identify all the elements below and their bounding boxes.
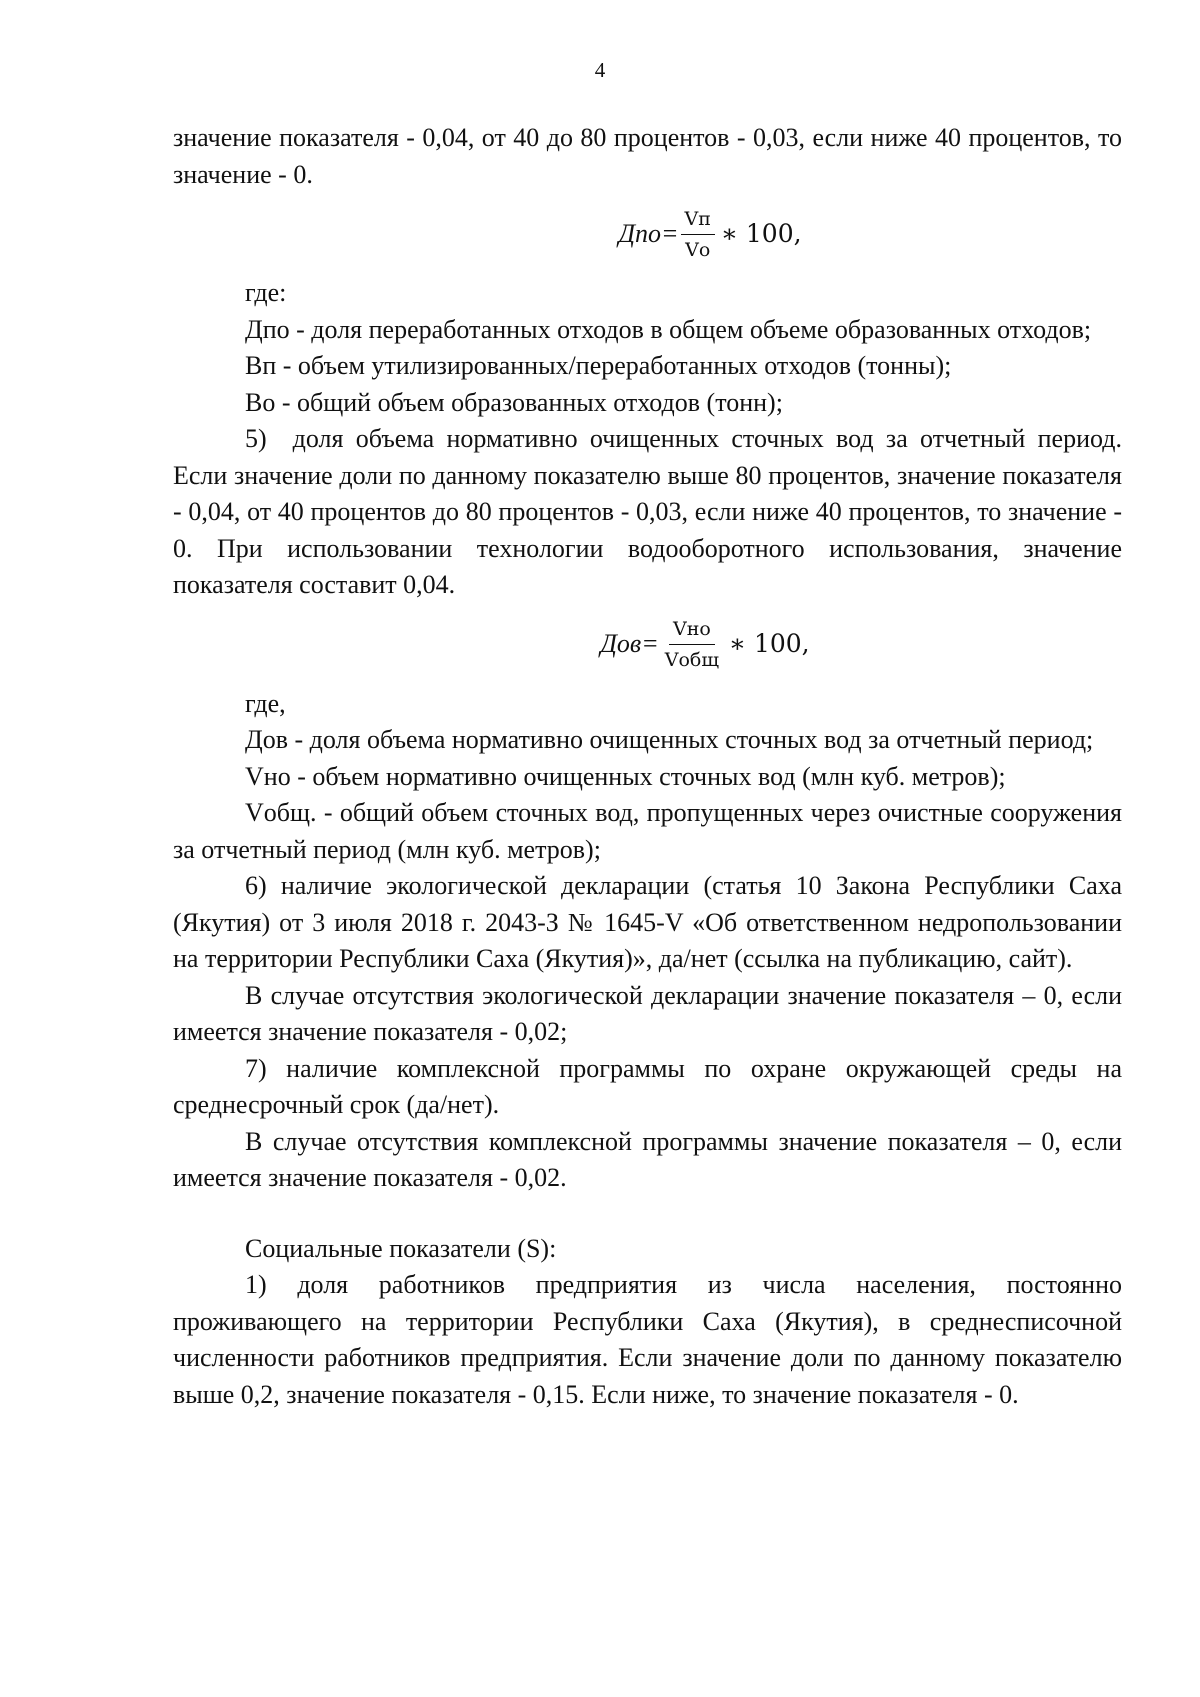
definition-dov: Дов - доля объема нормативно очищенных сточных вод за отчетный период; — [245, 725, 1094, 754]
formula-dov-numerator: Vно — [669, 617, 715, 645]
formula-dov-fraction — [661, 617, 723, 672]
formula-dov — [173, 604, 1122, 686]
list-item-6-note: В случае отсутствия экологической декларации значение показателя – 0, если имеется значение показателя - 0,02; — [173, 980, 1122, 1046]
list-item-5: 5) доля объема нормативно очищенных сточных вод за отчетный период. Если значение доли по данному показателю выше 80 процентов, значение показателя - 0,04, от 40 процентов до 80 процентов - 0,03, если ниже 40 процентов, то значение - 0. При использовании технологии водооборотного использования, значение показателя составит 0,04. — [173, 424, 1122, 599]
where-label: где, — [245, 688, 286, 718]
formula-dpo — [173, 193, 1122, 275]
where-label: где: — [245, 278, 287, 307]
social-item-1: 1) доля работников предприятия из числа населения, постоянно проживающего на территории Республики Саха (Якутия), в среднесписочной численности работников предприятия. Если значение доли по данному показателю выше 0,2, значение показателя - 0,15. Если ниже, то значение показателя - 0. — [173, 1270, 1122, 1409]
formula-dpo-rhs: ∗ 100, — [720, 218, 802, 248]
list-item-7-note: В случае отсутствия комплексной программы значение показателя – 0, если имеется значение показателя - 0,02. — [173, 1126, 1122, 1192]
paragraph-continuation: значение показателя - 0,04, от 40 до 80 процентов - 0,03, если ниже 40 процентов, то значение - 0. — [173, 123, 1122, 189]
document-body — [173, 120, 1122, 1413]
definition-vp: Вп - объем утилизированных/переработанных отходов (тонны); — [245, 351, 952, 380]
formula-dov-rhs: ∗ 100, — [729, 629, 810, 659]
page-number: 4 — [594, 58, 606, 82]
list-item-7: 7) наличие комплексной программы по охране окружающей среды на среднесрочный срок (да/нет). — [173, 1053, 1122, 1119]
formula-dpo-numerator: Vп — [681, 207, 715, 235]
section-spacer — [173, 1197, 1122, 1231]
definition-vo: Во - общий объем образованных отходов (тонн); — [245, 387, 783, 417]
formula-dov-denominator: Vобщ — [664, 649, 720, 671]
section-heading-social: Социальные показатели (S): — [245, 1233, 557, 1263]
definition-vobsh: Vобщ. - общий объем сточных вод, пропущенных через очистные сооружения за отчетный период (млн куб. метров); — [173, 798, 1122, 864]
formula-dpo-denominator: Vо — [685, 238, 711, 261]
definition-vno: Vно - объем нормативно очищенных сточных вод (млн куб. метров); — [245, 761, 1006, 791]
formula-dov-lhs: Дов= — [600, 629, 659, 659]
formula-dpo-fraction — [681, 207, 715, 262]
formula-dpo-lhs: Дпо= — [618, 218, 679, 248]
list-item-6: 6) наличие экологической декларации (статья 10 Закона Республики Саха (Якутия) от 3 июля 2018 г. 2043-З № 1645-V «Об ответственном недропользовании на территории Республики Саха (Якутия)», да/нет (ссылка на публикацию, сайт). — [173, 871, 1122, 973]
definition-dpo: Дпо - доля переработанных отходов в общем объеме образованных отходов; — [245, 314, 1092, 344]
